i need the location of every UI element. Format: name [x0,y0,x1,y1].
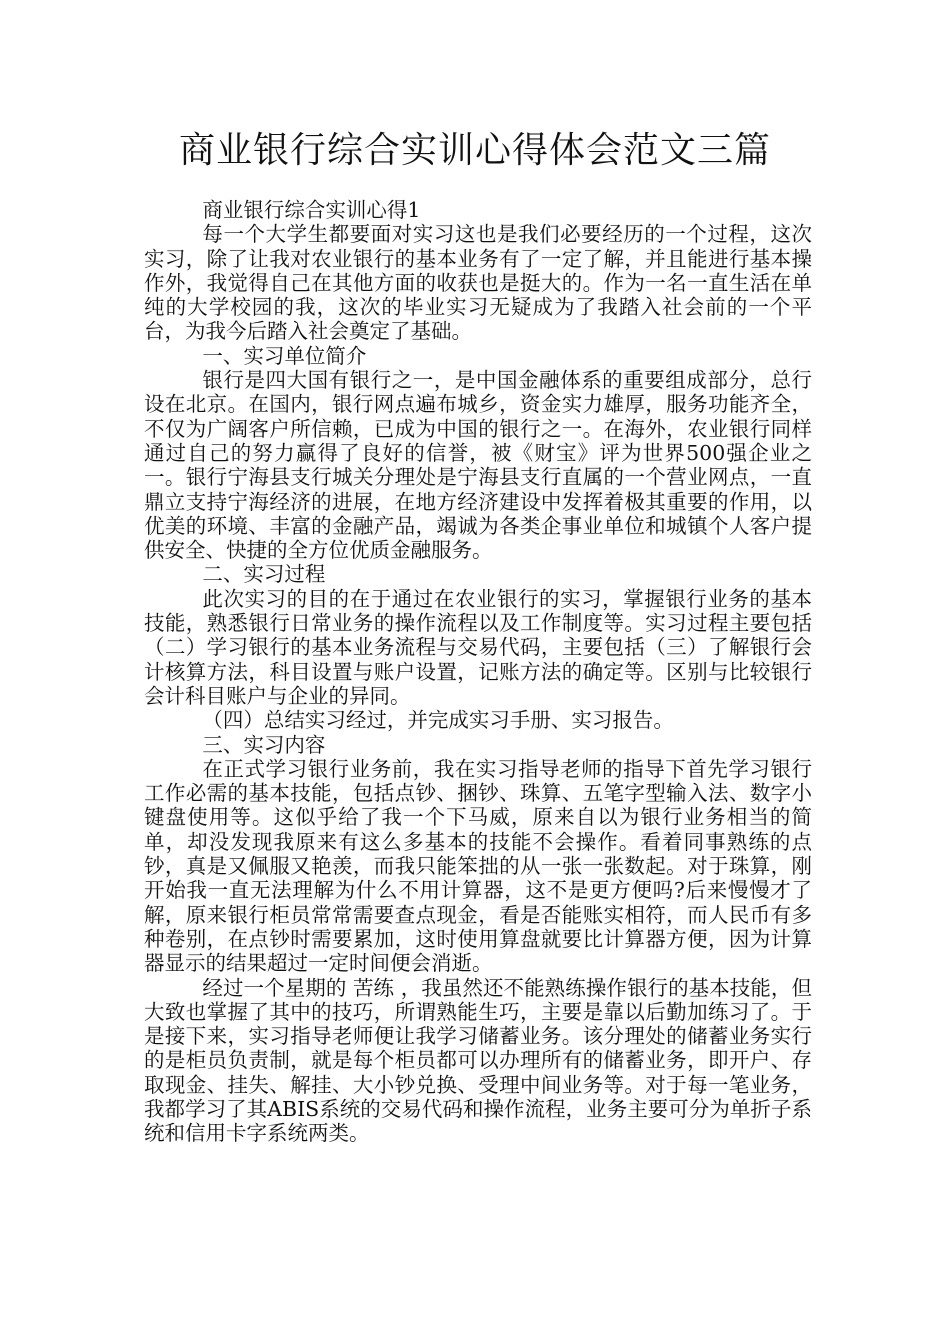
section-heading-content: 三、实习内容 [202,732,326,757]
document-title: 商业银行综合实训心得体会范文三篇 [178,130,771,171]
section-heading-unit-intro: 一、实习单位简介 [202,343,367,368]
paragraph-intro: 每一个大学生都要面对实习这也是我们必要经历的一个过程，这次实习，除了让我对农业银行的基本业务有了一定了解，并且能进行基本操作外，我觉得自己在其他方面的收获也是挺大的。作为一名一直生活在单纯的大学校园的我，这次的毕业实习无疑成为了我踏入社会前的一个平台，为我今后踏入社会奠定了基础。 [144,222,812,344]
subheading-essay-1: 商业银行综合实训心得1 [202,198,421,222]
document-body [144,198,812,1146]
paragraph-unit-intro: 银行是四大国有银行之一，是中国金融体系的重要组成部分，总行设在北京。在国内，银行网点遍布城乡，资金实力雄厚，服务功能齐全，不仅为广阔客户所信赖，已成为中国的银行之一。在海外，农业银行同样通过自己的努力赢得了良好的信誉，被《财宝》评为世界500强企业之一。银行宁海县支行城关分理处是宁海县支行直属的一个营业网点，一直鼎立支持宁海经济的进展，在地方经济建设中发挥着极其重要的作用，以优美的环境、丰富的金融产品，竭诚为各类企事业单位和城镇个人客户提供安全、快捷的全方位优质金融服务。 [144,368,812,563]
paragraph-content-savings: 经过一个星期的 苦练 ，我虽然还不能熟练操作银行的基本技能，但大致也掌握了其中的技巧，所谓熟能生巧，主要是靠以后勤加练习了。于是接下来，实习指导老师便让我学习储蓄业务。该分理处的储蓄业务实行的是柜员负责制，就是每个柜员都可以办理所有的储蓄业务，即开户、存取现金、挂失、解挂、大小钞兑换、受理中间业务等。对于每一笔业务，我都学习了其ABIS系统的交易代码和操作流程，业务主要可分为单折子系统和信用卡字系统两类。 [144,975,812,1146]
section-heading-process: 二、实习过程 [202,562,326,587]
paragraph-content-skills: 在正式学习银行业务前，我在实习指导老师的指导下首先学习银行工作必需的基本技能，包括点钞、捆钞、珠算、五笔字型输入法、数字小键盘使用等。这似乎给了我一个下马威，原来自以为银行业务相当的简单，却没发现我原来有这么多基本的技能不会操作。看着同事熟练的点钞，真是又佩服又艳羡，而我只能笨拙的从一张一张数起。对于珠算，刚开始我一直无法理解为什么不用计算器，这不是更方便吗?后来慢慢才了解，原来银行柜员常常需要查点现金，看是否能账实相符，而人民币有多种卷别，在点钞时需要累加，这时使用算盘就要比计算器方便，因为计算器显示的结果超过一定时间便会消逝。 [144,756,812,976]
paragraph-process-summary: （四）总结实习经过，并完成实习手册、实习报告。 [202,708,674,733]
paragraph-process: 此次实习的目的在于通过在农业银行的实习，掌握银行业务的基本技能，熟悉银行日常业务的操作流程以及工作制度等。实习过程主要包括（二）学习银行的基本业务流程与交易代码，主要包括（三）了解银行会计核算方法，科目设置与账户设置，记账方法的确定等。区别与比较银行会计科目账户与企业的异同。 [144,586,812,708]
